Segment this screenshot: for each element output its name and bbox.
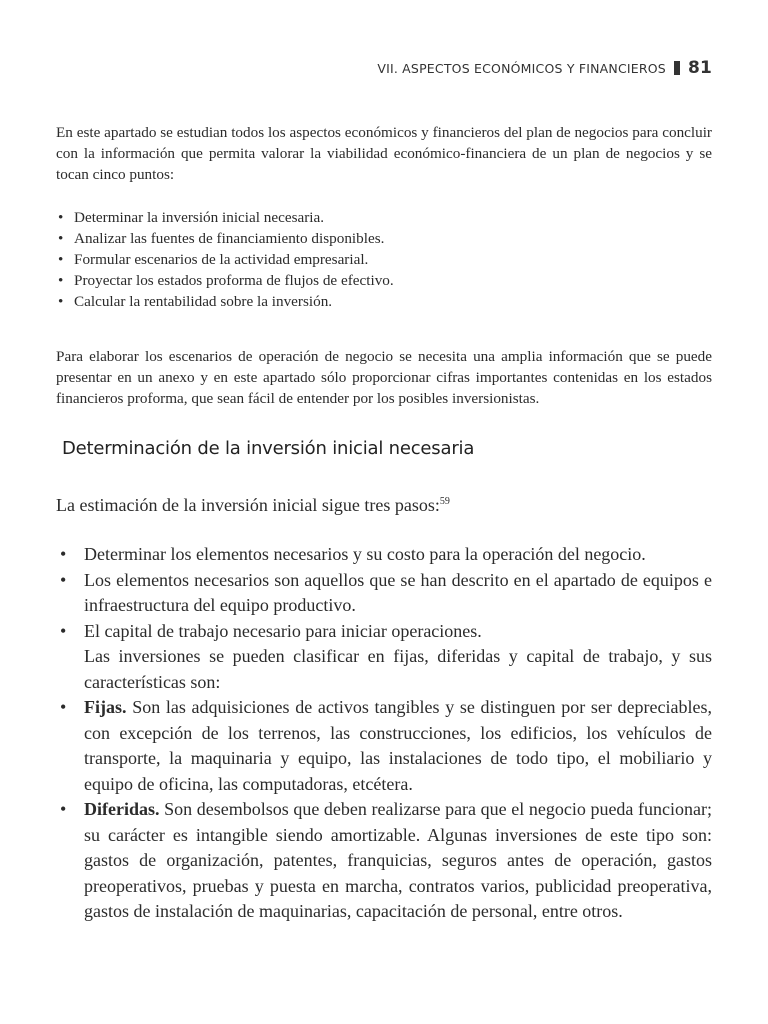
list-item: • Proyectar los estados proforma de flujos de efectivo. [56, 270, 712, 291]
fixed-description: Son las adquisiciones de activos tangibles y se distinguen por ser depreciables, con excepción de los terrenos, las construcciones, los edificios, los vehículos de transporte, la maquinaria y equipo, las instalaciones de todo tipo, el mobiliario y equipo de oficina, las computadoras, etcétera. [84, 697, 713, 794]
list-item: • El capital de trabajo necesario para iniciar operaciones. [56, 619, 712, 645]
points-list [56, 207, 712, 312]
page-number: 81 [687, 58, 712, 78]
deferred-term: Diferidas. [84, 799, 160, 819]
section-lead [56, 493, 712, 517]
list-item: • Determinar la inversión inicial necesaria. [56, 207, 712, 228]
scenarios-paragraph: Para elaborar los escenarios de operación de negocio se necesita una amplia información que se puede presentar en un anexo y en este apartado sólo proporcionar cifras importantes contenidas en los estados financieros proforma, que sean fácil de entender por los posibles inversionistas. [56, 348, 712, 407]
fixed-investments-item [56, 695, 712, 797]
chapter-title: VII. ASPECTOS ECONÓMICOS Y FINANCIEROS [377, 60, 666, 76]
deferred-description: Son desembolsos que deben realizarse para que el negocio pueda funcionar; su carácter es intangible siendo amortizable. Algunas inversiones de este tipo son: gastos de organización, patentes, franquicias, seguros antes de operación, gastos preoperativos, pruebas y puesta en marcha, contratos varios, publicidad preoperativa, gastos de instalación de maquinarias, capacitación de personal, entre otros. [84, 799, 712, 921]
header-separator [674, 61, 680, 75]
classification-text: Las inversiones se pueden clasificar en fijas, diferidas y capital de trabajo, y sus características son: [84, 646, 712, 692]
footnote-ref: 59 [439, 496, 450, 507]
intro-paragraph: En este apartado se estudian todos los aspectos económicos y financieros del plan de negocios para concluir con la información que permita valorar la viabilidad económico-financiera de un plan de negocios y se tocan cinco puntos: [56, 124, 712, 183]
deferred-investments-item [56, 797, 712, 925]
section-heading: Determinación de la inversión inicial necesaria [62, 438, 475, 459]
list-item: • Los elementos necesarios son aquellos que se han descrito en el apartado de equipos e infraestructura del equipo productivo. [56, 568, 712, 619]
lead-text: La estimación de la inversión inicial sigue tres pasos: [56, 495, 440, 515]
running-header [377, 58, 712, 78]
list-item: • Determinar los elementos necesarios y su costo para la operación del negocio. [56, 542, 712, 568]
list-item: • Analizar las fuentes de financiamiento disponibles. [56, 228, 712, 249]
list-item: • Formular escenarios de la actividad empresarial. [56, 249, 712, 270]
fixed-term: Fijas. [84, 697, 127, 717]
list-item: • Calcular la rentabilidad sobre la inversión. [56, 291, 712, 312]
steps-list [56, 542, 712, 925]
